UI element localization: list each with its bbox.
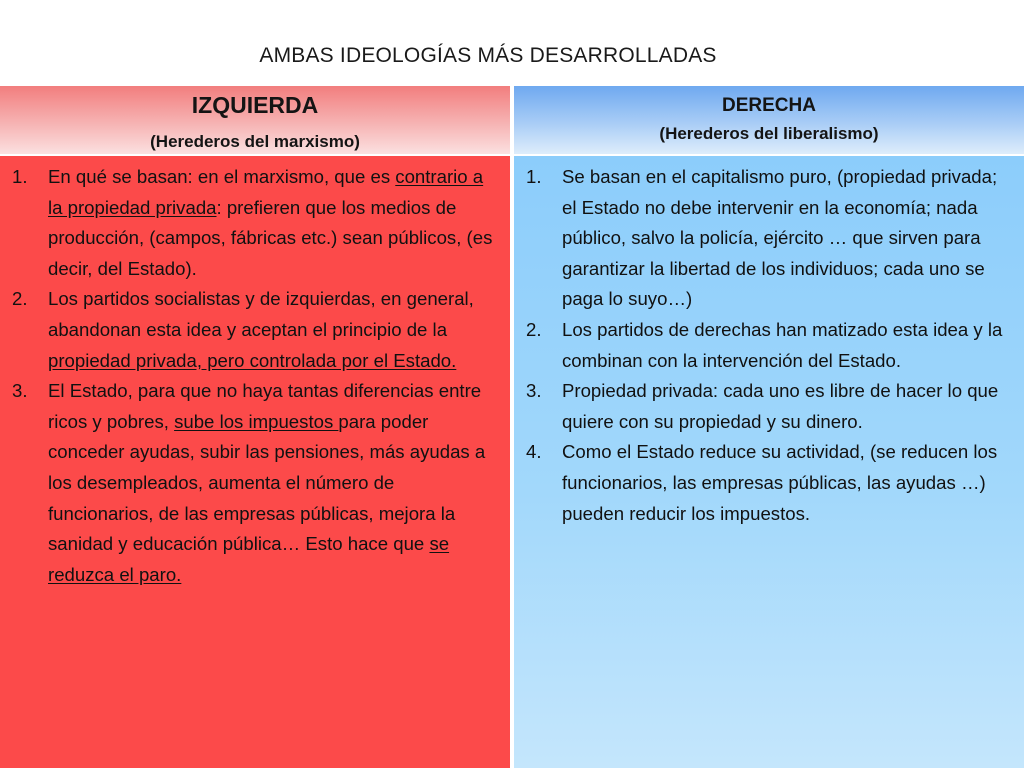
izquierda-subtitle: (Herederos del marxismo) bbox=[150, 132, 360, 151]
item-text: Se basan en el capitalismo puro, (propiedad privada; el Estado no debe intervenir en la economía; nada público, salvo la policía, ejército … que sirven para garantizar la libertad de los individuos; cada uno se paga lo suyo…) bbox=[562, 166, 998, 310]
derecha-title: DERECHA bbox=[722, 95, 816, 116]
list-number: 2. bbox=[526, 318, 542, 340]
item-text: Como el Estado reduce su actividad, (se reducen los funcionarios, las empresas públicas, las ayudas …) pueden reducir los impuestos. bbox=[562, 441, 998, 524]
list-number: 3. bbox=[12, 380, 28, 402]
list-number: 3. bbox=[526, 380, 542, 402]
item-underlined-text: contrario a la propiedad privada bbox=[48, 166, 484, 218]
item-text: Los partidos socialistas y de izquierdas, en general, abandonan esta idea y aceptan el principio de la bbox=[48, 288, 474, 340]
derecha-list bbox=[522, 162, 1014, 529]
list-item bbox=[8, 162, 500, 284]
list-number: 1. bbox=[12, 166, 28, 187]
list-item bbox=[522, 437, 1014, 529]
list-item bbox=[8, 284, 500, 376]
item-text: En qué se basan: en el marxismo, que es bbox=[48, 166, 396, 187]
item-text: Los partidos de derechas han matizado esta idea y la combinan con la intervención del Estado. bbox=[562, 318, 1003, 371]
list-number: 1. bbox=[526, 166, 542, 187]
item-underlined-text: propiedad privada, pero controlada por el Estado. bbox=[48, 349, 457, 371]
list-item bbox=[522, 376, 1014, 437]
item-text: El Estado, para que no haya tantas diferencias entre ricos y pobres, bbox=[48, 380, 482, 432]
list-item bbox=[8, 376, 500, 590]
list-item bbox=[522, 315, 1014, 376]
izquierda-list bbox=[8, 162, 500, 590]
izquierda-header bbox=[0, 86, 510, 154]
izquierda-body bbox=[0, 156, 510, 768]
derecha-subtitle: (Herederos del liberalismo) bbox=[659, 124, 879, 143]
list-item bbox=[522, 162, 1014, 315]
list-number: 2. bbox=[12, 288, 28, 310]
derecha-body bbox=[514, 156, 1024, 768]
item-text: : prefieren que los medios de producción, (campos, fábricas etc.) sean públicos, (es decir, del Estado). bbox=[48, 196, 493, 279]
item-underlined-text: se reduzca el paro. bbox=[48, 533, 450, 585]
izquierda-title: IZQUIERDA bbox=[191, 92, 319, 118]
slide-title: AMBAS IDEOLOGÍAS MÁS DESARROLLADAS bbox=[259, 44, 717, 67]
item-text: para poder conceder ayudas, subir las pensiones, más ayudas a los desempleados, aumenta el número de funcionarios, de las empresas públicas, mejora la sanidad y educación pública… Esto hace que bbox=[48, 410, 486, 555]
item-text: Propiedad privada: cada uno es libre de hacer lo que quiere con su propiedad y su dinero. bbox=[562, 380, 999, 432]
list-number: 4. bbox=[526, 441, 542, 463]
derecha-header bbox=[514, 86, 1024, 154]
item-underlined-text: sube los impuestos bbox=[174, 410, 339, 432]
